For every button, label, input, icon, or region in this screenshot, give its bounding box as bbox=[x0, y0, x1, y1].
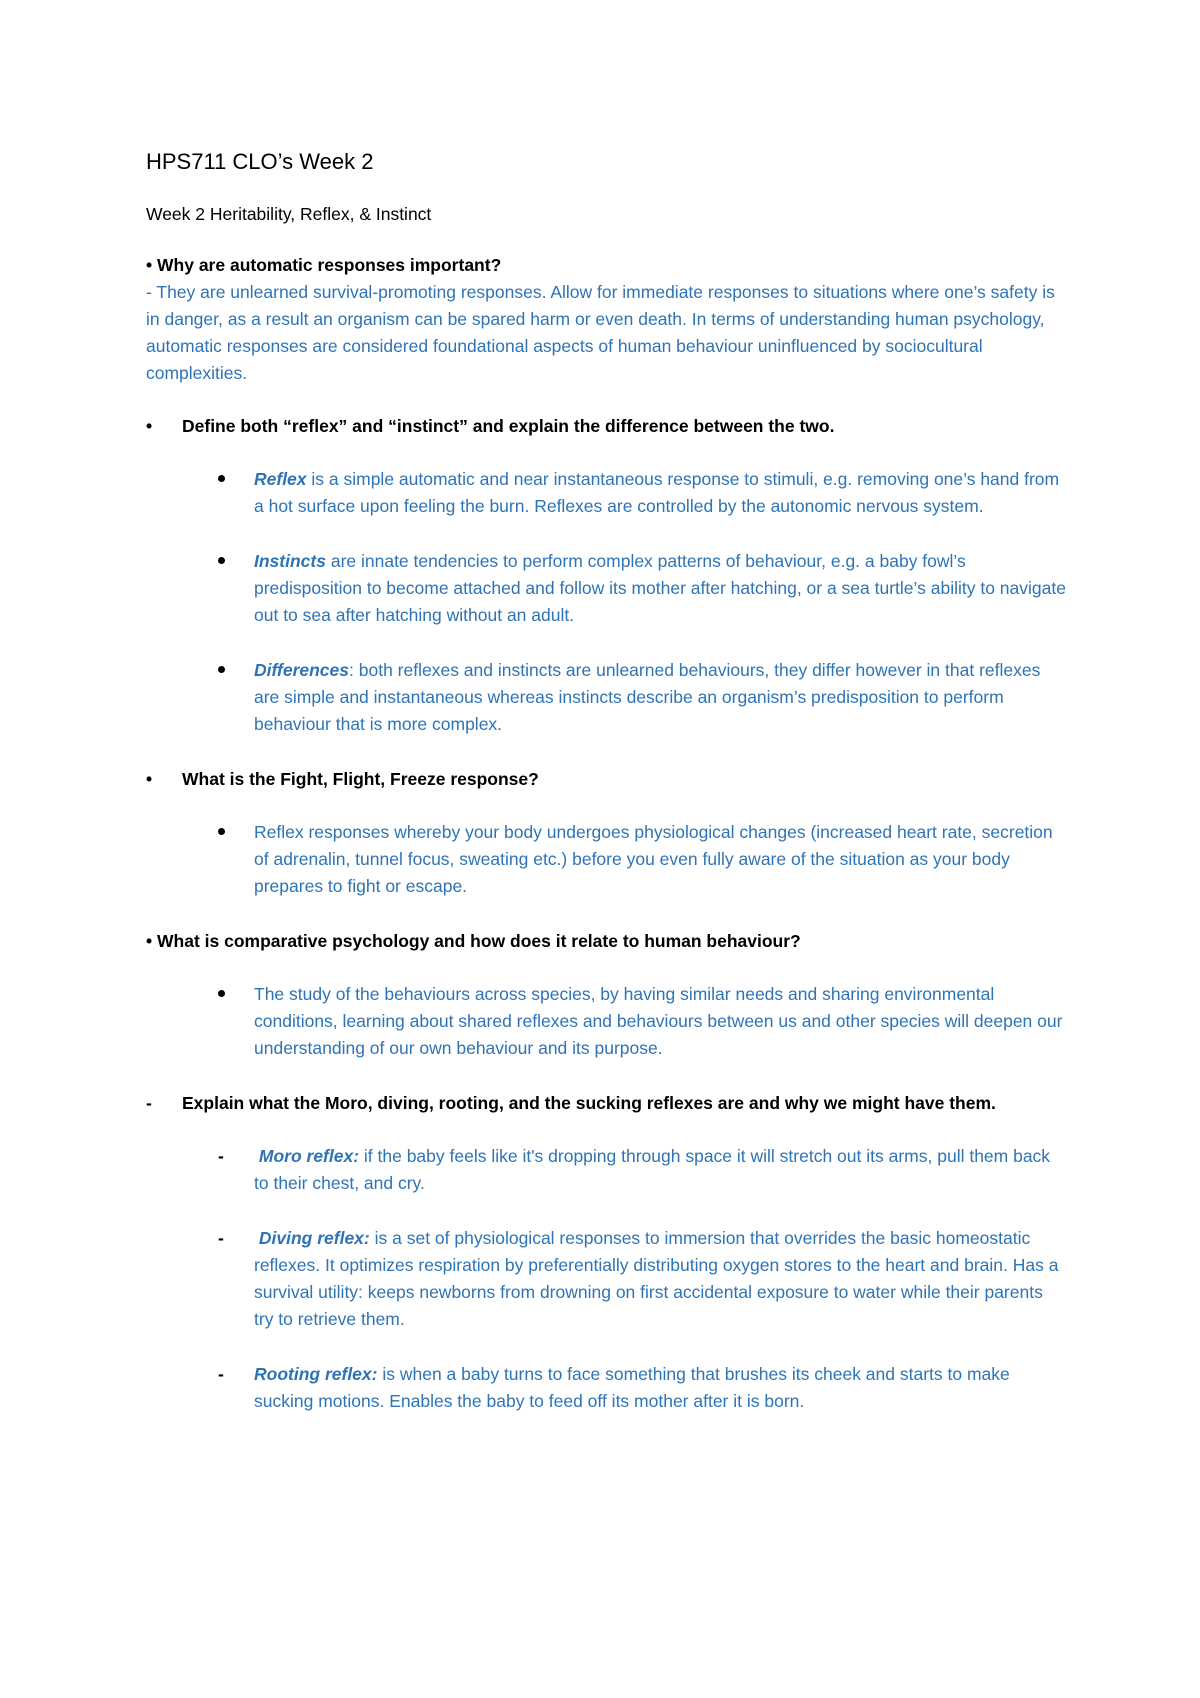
bullet-dot-icon bbox=[218, 548, 225, 575]
answer-rooting-reflex bbox=[146, 1361, 1066, 1415]
answer-moro-reflex bbox=[146, 1143, 1066, 1197]
definition-text: : both reflexes and instincts are unlearned behaviours, they differ however in that reflexes are simple and instantaneous whereas instincts describe an organism’s predisposition to perform behaviour that is more complex. bbox=[254, 660, 1041, 734]
term-instincts: Instincts bbox=[254, 551, 326, 571]
question-text: Define both “reflex” and “instinct” and explain the difference between the two. bbox=[182, 416, 835, 436]
document-subtitle: Week 2 Heritability, Reflex, & Instinct bbox=[146, 204, 432, 224]
question-text: What is the Fight, Flight, Freeze response? bbox=[182, 769, 539, 789]
bullet-dot-icon bbox=[218, 981, 225, 1008]
definition-text: is a simple automatic and near instantaneous response to stimuli, e.g. removing one’s hand from a hot surface upon feeling the burn. Reflexes are controlled by the autonomic nervous system. bbox=[254, 469, 1060, 516]
definition-text: is when a baby turns to face something that brushes its cheek and starts to make sucking motions. Enables the baby to feed off its mother after it is born. bbox=[254, 1364, 1010, 1411]
term-diving-reflex: Diving reflex: bbox=[258, 1228, 370, 1248]
dash-mark: - bbox=[218, 1228, 224, 1248]
dash-mark: - bbox=[218, 1146, 224, 1166]
question-fight-flight-freeze bbox=[146, 766, 1066, 793]
answer-differences bbox=[146, 657, 1066, 738]
answer-automatic-responses: - They are unlearned survival-promoting responses. Allow for immediate responses to situations where one’s safety is in danger, as a result an organism can be spared harm or even death. In terms of understanding human psychology, automatic responses are considered foundational aspects of human behaviour uninfluenced by sociocultural complexities. bbox=[146, 282, 1055, 383]
definition-text: is a set of physiological responses to immersion that overrides the basic homeostatic reflexes. It optimizes respiration by preferentially distributing oxygen stores to the heart and brain. Has a survival utility: keeps newborns from drowning on first accidental exposure to water while their parents try to retrieve them. bbox=[254, 1228, 1059, 1329]
bullet-mark: • bbox=[146, 255, 153, 275]
dash-mark: - bbox=[218, 1364, 224, 1384]
question-text: Explain what the Moro, diving, rooting, and the sucking reflexes are and why we might have them. bbox=[182, 1093, 996, 1113]
answer-comparative-psychology bbox=[146, 981, 1066, 1062]
question-reflex-instinct bbox=[146, 413, 1066, 440]
question-automatic-responses bbox=[146, 252, 1066, 279]
bullet-mark: • bbox=[146, 931, 153, 951]
bullet-dot-icon bbox=[218, 819, 225, 846]
term-reflex: Reflex bbox=[254, 469, 307, 489]
question-comparative-psychology bbox=[146, 928, 1066, 955]
question-infant-reflexes bbox=[146, 1090, 1066, 1117]
definition-text: if the baby feels like it's dropping through space it will stretch out its arms, pull them back to their chest, and cry. bbox=[254, 1146, 1051, 1193]
document-body bbox=[146, 148, 1066, 1443]
answer-fight-flight-freeze bbox=[146, 819, 1066, 900]
question-text: Why are automatic responses important? bbox=[157, 255, 502, 275]
term-differences: Differences bbox=[254, 660, 350, 680]
answer-reflex bbox=[146, 466, 1066, 520]
question-text: What is comparative psychology and how does it relate to human behaviour? bbox=[157, 931, 801, 951]
definition-text: are innate tendencies to perform complex patterns of behaviour, e.g. a baby fowl’s predisposition to become attached and follow its mother after hatching, or a sea turtle’s ability to navigate out to sea after hatching without an adult. bbox=[254, 551, 1066, 625]
bullet-dot-icon bbox=[218, 466, 225, 493]
dash-mark: - bbox=[146, 1093, 152, 1113]
document-title: HPS711 CLO’s Week 2 bbox=[146, 149, 374, 174]
answer-instincts bbox=[146, 548, 1066, 629]
bullet-mark: • bbox=[146, 769, 153, 789]
term-rooting-reflex: Rooting reflex: bbox=[254, 1364, 378, 1384]
bullet-mark: • bbox=[146, 416, 153, 436]
answer-text: Reflex responses whereby your body undergoes physiological changes (increased heart rate, secretion of adrenalin, tunnel focus, sweating etc.) before you even fully aware of the situation as your body prepares to fight or escape. bbox=[254, 822, 1053, 896]
bullet-dot-icon bbox=[218, 657, 225, 684]
answer-text: The study of the behaviours across species, by having similar needs and sharing environmental conditions, learning about shared reflexes and behaviours between us and other species will deepen our understanding of our own behaviour and its purpose. bbox=[254, 984, 1063, 1058]
answer-diving-reflex bbox=[146, 1225, 1066, 1333]
term-moro-reflex: Moro reflex: bbox=[258, 1146, 360, 1166]
